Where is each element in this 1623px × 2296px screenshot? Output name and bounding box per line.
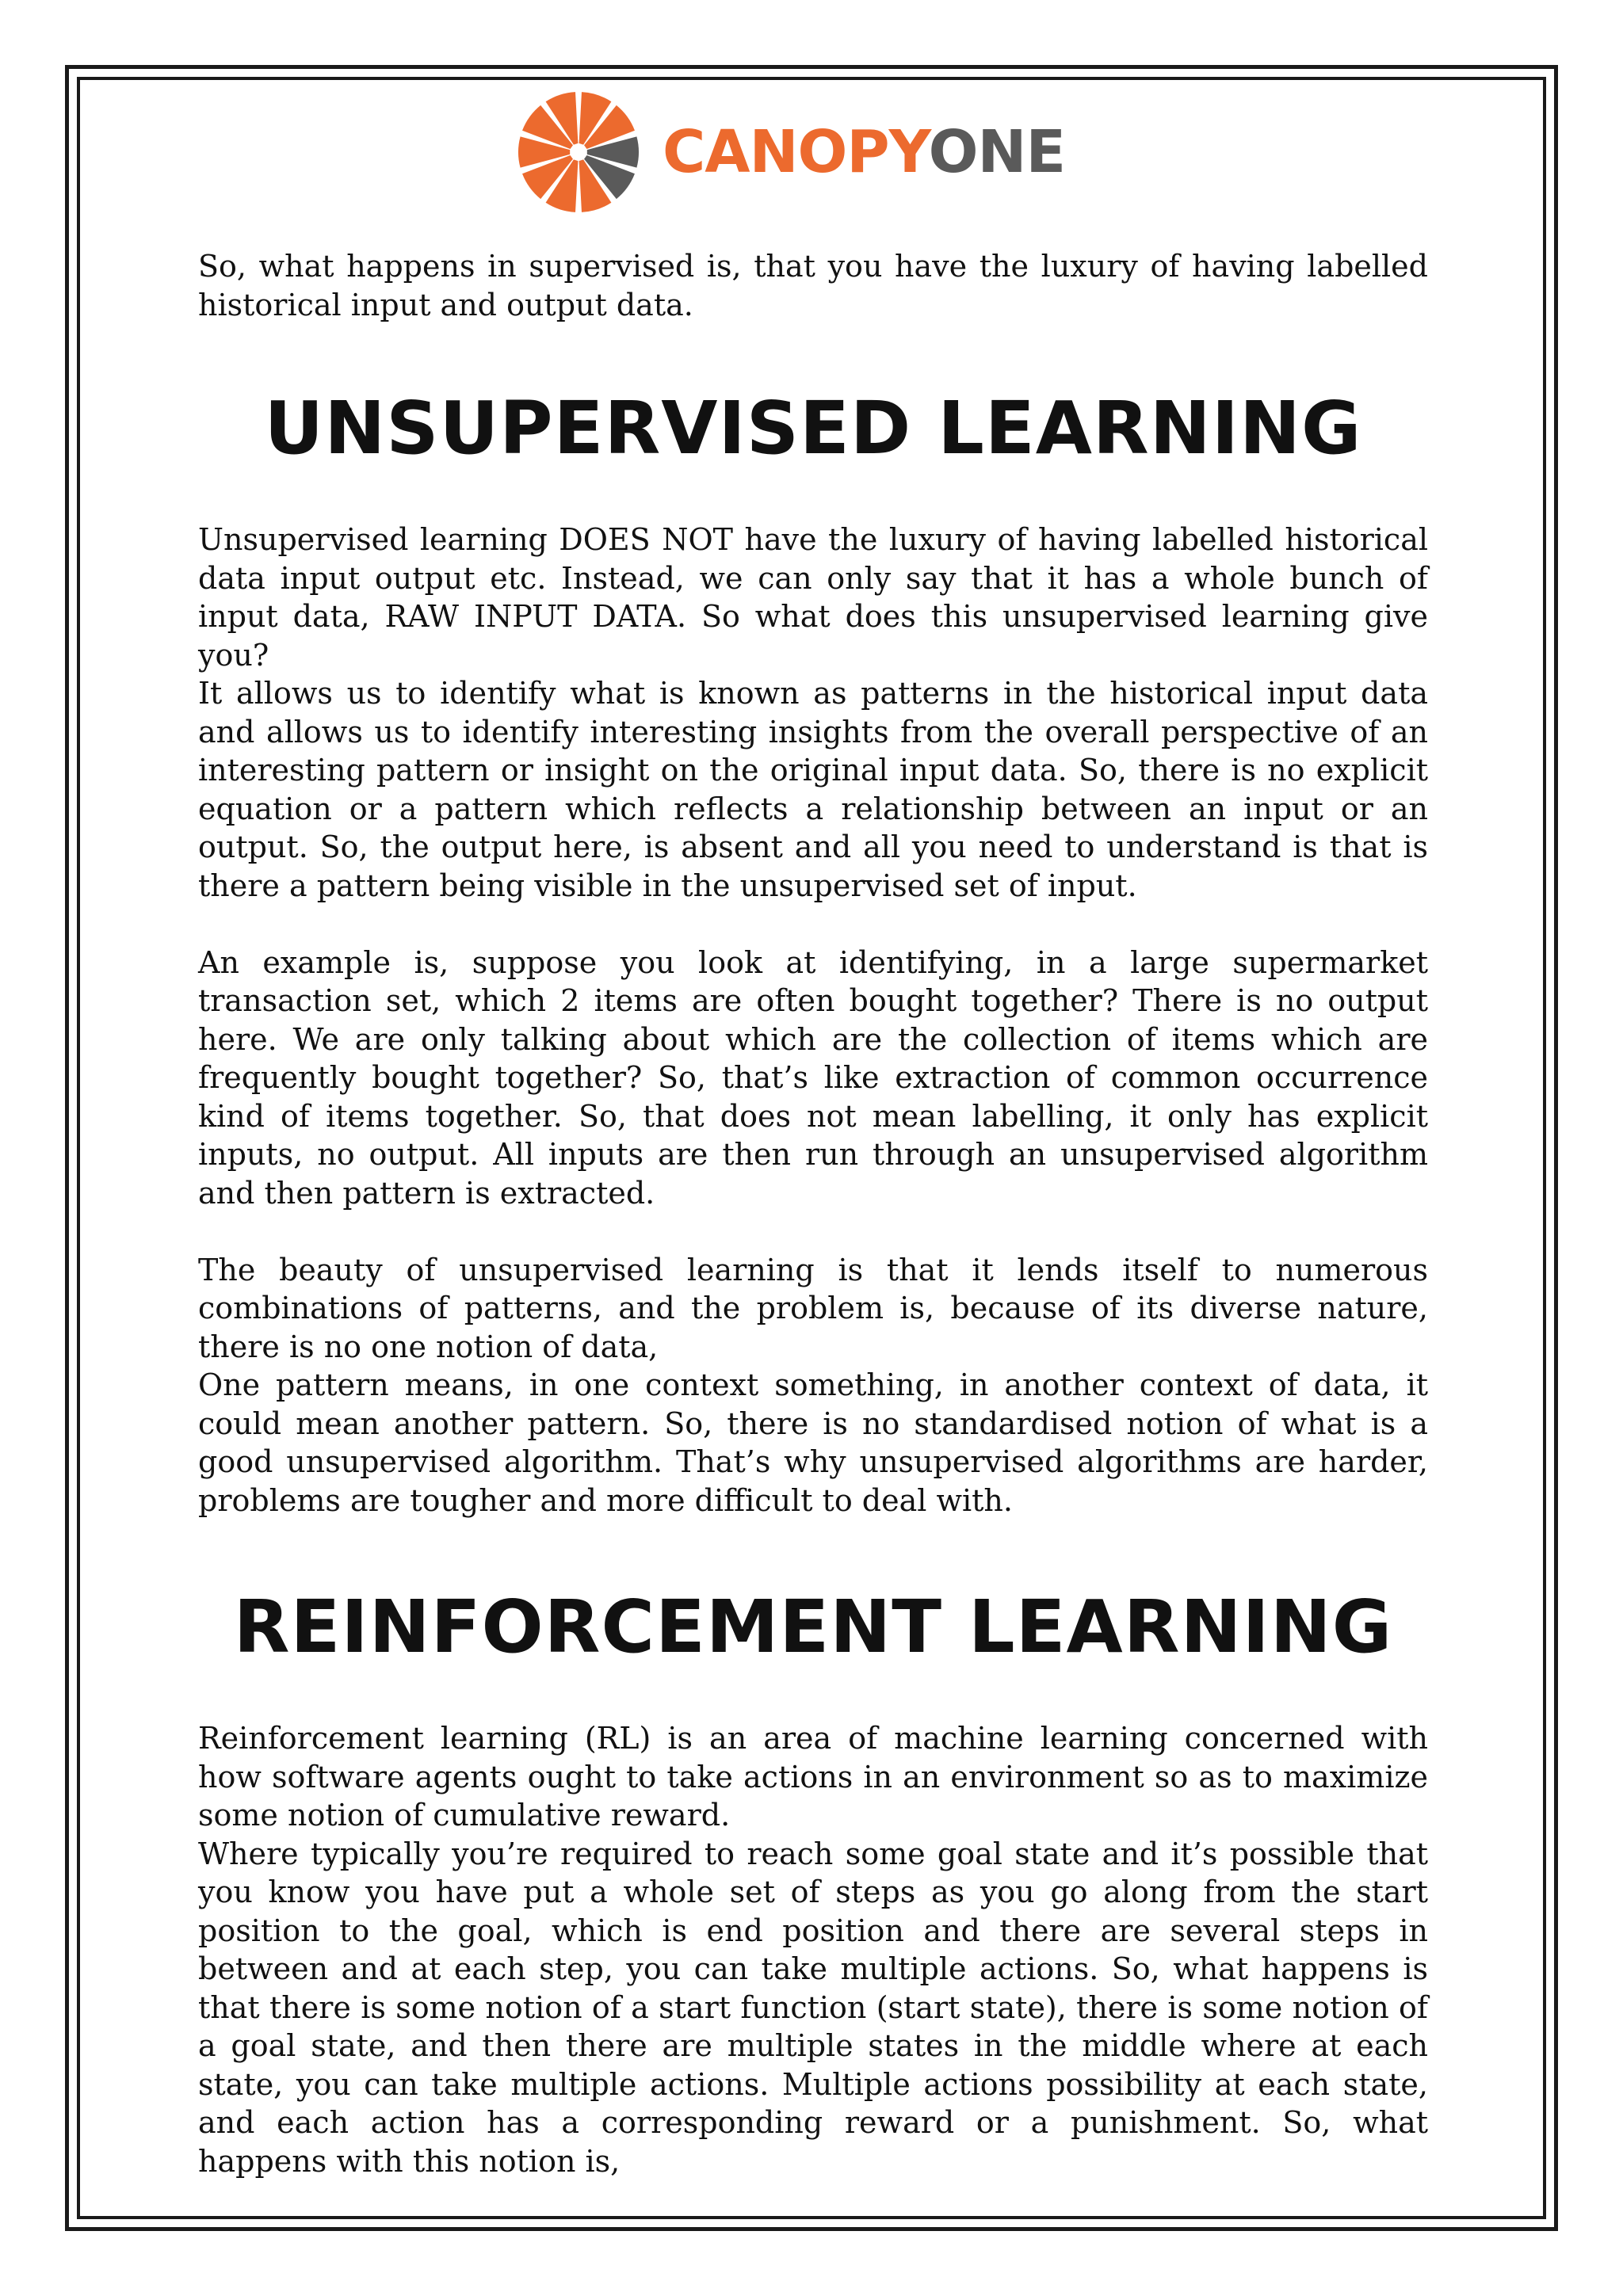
unsupervised-paragraph-4: The beauty of unsupervised learning is that it lends itself to numerous combinations of patterns, and the problem is, because of its diverse nature, there is no one notion of data, bbox=[198, 1252, 1428, 1364]
canopy-sunburst-icon bbox=[515, 89, 642, 215]
logo-word-one: ONE bbox=[928, 118, 1065, 186]
unsupervised-paragraph-5: One pattern means, in one context something, in another context of data, it could mean another pattern. So, there is no standardised notion of what is a good unsupervised algorithm. That’s why unsupervised algorithms are harder, problems are tougher and more difficult to deal with. bbox=[198, 1367, 1428, 1518]
heading-reinforcement-learning: REINFORCEMENT LEARNING bbox=[233, 1585, 1393, 1669]
intro-paragraph: So, what happens in supervised is, that you have the luxury of having labelled historical input and output data. bbox=[198, 249, 1428, 322]
logo-word-canopy: CANOPY bbox=[663, 118, 929, 186]
document-body bbox=[198, 247, 1428, 2180]
unsupervised-paragraph-1: Unsupervised learning DOES NOT have the luxury of having labelled historical data input output etc. Instead, we can only say that it has a whole bunch of input data, RAW INPUT DATA. So what does this unsupervised learning give you? bbox=[198, 522, 1428, 673]
unsupervised-paragraph-2: It allows us to identify what is known as patterns in the historical input data and allows us to identify interesting insights from the overall perspective of an interesting pattern or insight on the original input data. So, there is no explicit equation or a pattern which reflects a relationship between an input or an output. So, the output here, is absent and all you need to understand is that is there a pattern being visible in the unsupervised set of input. bbox=[198, 676, 1428, 903]
reinforcement-paragraph-1: Reinforcement learning (RL) is an area of machine learning concerned with how software agents ought to take actions in an environment so as to maximize some notion of cumulative reward. bbox=[198, 1721, 1428, 1833]
reinforcement-paragraph-2: Where typically you’re required to reach some goal state and it’s possible that you know you have put a whole set of steps as you go along from the start position to the goal, which is end position and there are several steps in between and at each step, you can take multiple actions. So, what happens is that there is some notion of a start function (start state), there is some notion of a goal state, and then there are multiple states in the middle where at each state, you can take multiple actions. Multiple actions possibility at each state, and each action has a corresponding reward or a punishment. So, what happens with this notion is, bbox=[198, 1836, 1428, 2179]
heading-unsupervised-learning: UNSUPERVISED LEARNING bbox=[264, 386, 1362, 471]
unsupervised-paragraph-3: An example is, suppose you look at identifying, in a large supermarket transaction set, which 2 items are often bought together? There is no output here. We are only talking about which are the collection of items which are frequently bought together? So, that’s like extraction of common occurrence kind of items together. So, that does not mean labelling, it only has explicit inputs, no output. All inputs are then run through an unsupervised algorithm and then pattern is extracted. bbox=[198, 944, 1428, 1211]
logo-wordmark bbox=[663, 118, 1065, 186]
canopyone-logo bbox=[515, 89, 1065, 215]
